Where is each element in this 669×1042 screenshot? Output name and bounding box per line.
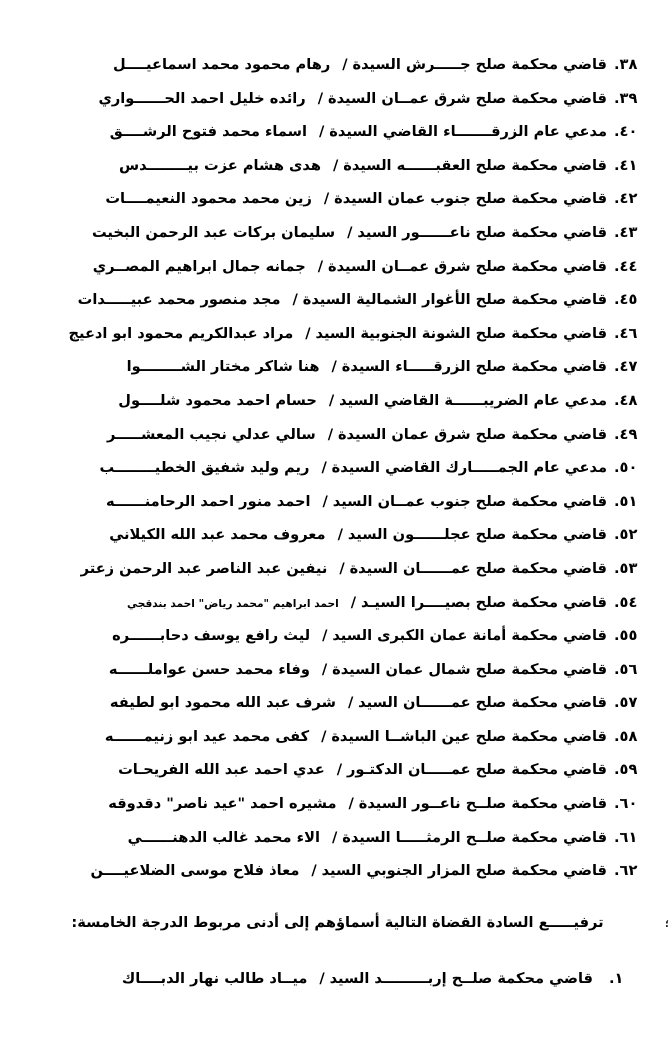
entry-number: ٤٤. <box>614 257 638 275</box>
entry-name: زين محمد محمود النعيمــــات <box>105 190 312 208</box>
entry-name: رهام محمود محمد اسماعيــــل <box>113 56 331 73</box>
entry-position: قاضي محكمة صلح الشونة الجنوبية السيد <box>315 324 607 342</box>
entry-position: قاضي محكمة صلح شرق عمــان السيدة <box>327 257 607 275</box>
list-item <box>0 653 669 687</box>
list-item <box>0 518 669 552</box>
entry-number: ٣٩. <box>614 89 638 107</box>
entry-number: ٥٨. <box>614 727 638 745</box>
entry-number: ٤١. <box>614 156 638 174</box>
entry-number: ٤٣. <box>614 223 638 241</box>
entry-position: قاضي محكمة صلح عين الباشــا السيدة <box>331 727 607 745</box>
entry-separator: / <box>317 89 323 107</box>
list-item <box>0 350 669 384</box>
entry-position: قاضي محكمة صلح جنوب عمان السيدة <box>334 190 607 208</box>
list-item <box>0 586 669 620</box>
entry-separator: / <box>332 156 339 174</box>
list-item <box>0 787 669 821</box>
entry-name: سالي عدلي نجيب المعشـــــر <box>106 425 316 443</box>
entry-separator: / <box>328 391 335 409</box>
entry-number: ٤٧. <box>614 358 638 376</box>
entry-position: قاضي محكمة صلح عمــــــان السيدة <box>349 559 607 577</box>
entry-separator: / <box>331 358 337 376</box>
promotion-paragraph <box>0 908 669 942</box>
entry-number: ٥٧. <box>614 694 638 712</box>
entry-name: رائده خليل احمد الحــــــواري <box>98 89 306 107</box>
entry-name: عدي احمد عبد الله الفريحـات <box>118 761 325 779</box>
list-item <box>0 962 669 996</box>
promotion-text: ترفيـــــع السادة القضاة التالية أسماؤهم إلى أدنى مربوط الدرجة الخامسة: <box>71 914 604 931</box>
entry-separator: / <box>322 492 328 510</box>
entry-separator: / <box>337 526 343 544</box>
entry-separator: / <box>347 694 354 712</box>
entry-name: سليمان بركات عبد الرحمن البخيت <box>91 223 336 241</box>
entry-separator: / <box>327 425 333 443</box>
entry-separator: / <box>319 970 325 987</box>
list-item <box>0 182 669 216</box>
entry-number: ٥٣. <box>614 559 638 577</box>
entry-separator: / <box>322 627 328 645</box>
entry-position: قاضي محكمة صلــح ناعــور السيدة <box>358 795 607 813</box>
entry-name: كفى محمد عيد ابو زنيمــــــه <box>104 727 310 745</box>
list-item <box>0 854 669 888</box>
entry-separator: / <box>305 324 311 342</box>
list-item <box>0 283 669 317</box>
entry-number: ٤٨. <box>614 391 638 409</box>
entry-name: مشيره احمد "عيد ناصر" دقدوقه <box>108 795 337 813</box>
entry-separator: / <box>332 828 338 846</box>
entry-name: مراد عبدالكريم محمود ابو ادعيج <box>68 324 294 342</box>
list-item <box>0 149 669 183</box>
list-item <box>0 384 669 418</box>
list-item <box>0 418 669 452</box>
entry-name: ميــاد طالب نهار الدبــــاك <box>121 970 308 987</box>
entry-separator: / <box>319 123 325 141</box>
entry-position: قاضي محكمة صلح شمال عمان السيدة <box>332 660 607 678</box>
entry-position: قاضي محكمة صلــح إربـــــــــد السيد <box>329 970 593 987</box>
entry-separator: / <box>321 727 327 745</box>
list-item <box>0 485 669 519</box>
entry-number: ٥٩. <box>614 761 638 779</box>
list-item <box>0 250 669 284</box>
entry-separator: / <box>342 56 348 73</box>
list-item <box>0 686 669 720</box>
entry-position: قاضي محكمة صلح الزرقـــــاء السيدة <box>341 358 607 376</box>
entry-name: هدى هشام عزت بيــــــــدس <box>119 156 321 174</box>
list-item <box>0 552 669 586</box>
list-item <box>0 451 669 485</box>
entry-separator: / <box>311 862 317 880</box>
entry-position: قاضي محكمة صلح العقبــــــه السيدة <box>343 156 607 174</box>
entry-separator: / <box>321 459 327 477</box>
entry-position: مدعي عام الضريبــــــة القاضي السيد <box>339 391 607 409</box>
list-item <box>0 720 669 754</box>
entry-position: قاضي محكمة صلح جنوب عمــان السيد <box>332 492 607 510</box>
entry-name: اسماء محمد فتوح الرشــــق <box>109 123 308 141</box>
entry-name: مجد منصور محمد عبيـــــدات <box>77 291 281 309</box>
entry-position: قاضي محكمة صلح عمــــــان السيد <box>358 694 607 712</box>
entry-position: مدعي عام الزرقـــــــاء القاضي السيدة <box>329 123 607 141</box>
entry-number: ٤٢. <box>614 190 638 208</box>
entry-position: قاضي محكمة صلــح الرمثـــــا السيدة <box>342 828 607 846</box>
entry-name: احمد منور احمد الرحامنــــــه <box>105 492 311 510</box>
entry-separator: / <box>336 761 342 779</box>
entry-separator: / <box>317 257 323 275</box>
entry-position: قاضي محكمة صلح عمـــــان الدكتـور <box>346 761 607 779</box>
entry-number: ٤٠. <box>614 123 638 141</box>
entry-number: ٦١. <box>614 828 638 846</box>
entry-position: قاضي محكمة صلح شرق عمــان السيدة <box>327 89 607 107</box>
entry-name: حسام احمد محمود شلــــول <box>118 391 317 409</box>
entry-separator: / <box>321 660 328 678</box>
entry-number: ١. <box>609 970 624 987</box>
appointments-list <box>0 48 669 888</box>
entry-number: ٤٦. <box>614 324 638 342</box>
entry-number: ٤٩. <box>614 425 638 443</box>
entry-position: قاضي محكمة صلح الأغوار الشمالية السيدة <box>302 291 607 309</box>
entry-name: شرف عبد الله محمود ابو لطيفه <box>109 694 336 712</box>
entry-number: ٤٥. <box>614 291 638 309</box>
entry-position: قاضي محكمة صلح شرق عمان السيدة <box>337 425 607 443</box>
entry-position: مدعي عام الجمـــــارك القاضي السيدة <box>331 459 607 477</box>
entry-number: ٥١. <box>614 492 638 510</box>
entry-separator: / <box>347 223 353 241</box>
entry-number: ٥٢. <box>614 526 638 544</box>
entry-position: قاضي محكمة صلح جـــــرش السيدة <box>352 56 607 73</box>
entry-position: قاضي محكمة أمانة عمان الكبرى السيد <box>332 627 607 645</box>
entry-number: ٥٦. <box>614 660 638 678</box>
list-item <box>0 821 669 855</box>
entry-name: معاذ فلاح موسى الضلاعيــــن <box>90 862 300 880</box>
entry-name: جمانه جمال ابراهيم المصــري <box>92 257 306 275</box>
list-item <box>0 82 669 116</box>
entry-position: قاضي محكمة صلح بصيــــرا السيـد <box>360 593 607 611</box>
entry-separator: / <box>350 593 356 611</box>
promotion-marker: ؛ <box>665 919 669 930</box>
entry-name: نيفين عبد الناصر عبد الرحمن زعتر <box>80 559 328 577</box>
entry-number: ٦٢. <box>614 862 638 880</box>
entry-name: وفاء محمد حسن عواملــــــه <box>108 660 310 678</box>
entry-position: قاضي محكمة صلح عجلــــــون السيد <box>347 526 607 544</box>
entry-name: ريم وليد شفيق الخطيــــــــب <box>99 459 310 477</box>
entry-name: ليث رافع يوسف دحابــــــره <box>112 627 311 645</box>
entry-separator: / <box>339 559 345 577</box>
entry-position: قاضي محكمة صلح ناعــــــور السيد <box>357 223 607 241</box>
list-item <box>0 619 669 653</box>
list-item <box>0 753 669 787</box>
entry-name: احمد ابراهيم "محمد رياض" احمد بندقجي <box>127 597 339 610</box>
entry-position: قاضي محكمة صلح المزار الجنوبي السيد <box>321 862 607 880</box>
entry-separator: / <box>292 291 298 309</box>
entry-separator: / <box>323 190 330 208</box>
entry-name: معروف محمد عبد الله الكيلاني <box>109 526 326 544</box>
entry-number: ٥٠. <box>614 459 638 477</box>
entry-name: هنا شاكر مختار الشــــــــوا <box>126 358 320 376</box>
list-item <box>0 115 669 149</box>
promotion-list <box>0 962 669 996</box>
list-item <box>0 216 669 250</box>
entry-separator: / <box>348 795 354 813</box>
entry-number: ٥٥. <box>614 627 638 645</box>
entry-number: ٣٨. <box>614 56 638 73</box>
entry-number: ٦٠. <box>614 795 638 813</box>
entry-number: ٥٤. <box>614 593 638 611</box>
entry-name: الاء محمد غالب الدهنــــــي <box>127 828 320 846</box>
list-item <box>0 48 669 82</box>
list-item <box>0 317 669 351</box>
